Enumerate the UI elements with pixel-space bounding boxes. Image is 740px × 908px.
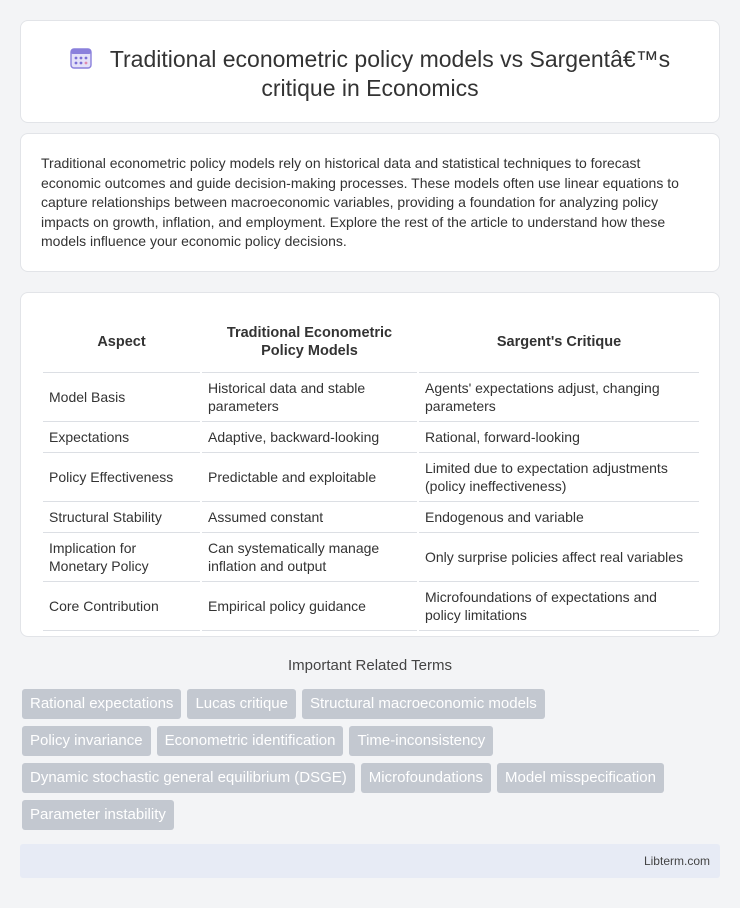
- header-traditional: Traditional Econometric Policy Models: [202, 311, 417, 373]
- table-row: [43, 533, 699, 582]
- related-terms-list: [22, 689, 722, 837]
- intro-card: [20, 133, 720, 272]
- table-cell: Limited due to expectation adjustments (policy ineffectiveness): [419, 453, 699, 502]
- table-cell: Model Basis: [43, 373, 200, 422]
- table-cell: Empirical policy guidance: [202, 582, 417, 631]
- term-row: [22, 800, 722, 830]
- table-cell: Structural Stability: [43, 502, 200, 533]
- table-cell: Expectations: [43, 422, 200, 453]
- term-tag[interactable]: Time-inconsistency: [349, 726, 493, 756]
- page-title: [21, 45, 719, 103]
- table-cell: Agents' expectations adjust, changing parameters: [419, 373, 699, 422]
- term-row: [22, 689, 722, 719]
- footer-site-link[interactable]: Libterm.com: [643, 854, 710, 868]
- term-tag[interactable]: Lucas critique: [187, 689, 296, 719]
- term-tag[interactable]: Dynamic stochastic general equilibrium (DSGE): [22, 763, 355, 793]
- comparison-table-card: [20, 292, 720, 637]
- table-cell: Adaptive, backward-looking: [202, 422, 417, 453]
- term-tag[interactable]: Model misspecification: [497, 763, 664, 793]
- table-cell: Policy Effectiveness: [43, 453, 200, 502]
- table-cell: Only surprise policies affect real variables: [419, 533, 699, 582]
- term-tag[interactable]: Econometric identification: [157, 726, 344, 756]
- term-tag[interactable]: Structural macroeconomic models: [302, 689, 545, 719]
- table-cell: Microfoundations of expectations and policy limitations: [419, 582, 699, 631]
- header-card: [20, 20, 720, 123]
- table-cell: Historical data and stable parameters: [202, 373, 417, 422]
- table-row: [43, 422, 699, 453]
- page-title-line1: Traditional econometric policy models vs Sargentâ€™s: [109, 46, 671, 72]
- term-tag[interactable]: Parameter instability: [22, 800, 174, 830]
- table-cell: Rational, forward-looking: [419, 422, 699, 453]
- page-title-line2: critique in Economics: [261, 75, 479, 101]
- intro-paragraph: Traditional econometric policy models rely on historical data and statistical techniques to forecast economic outcomes and guide decision-making processes. These models often use linear equations to capture relationships between macroeconomic variables, providing a foundation for analyzing policy impacts on growth, inflation, and employment. Explore the rest of the article to understand how these models influence your economic policy decisions.: [41, 155, 679, 249]
- calendar-grid-icon: [70, 47, 92, 69]
- term-tag[interactable]: Policy invariance: [22, 726, 151, 756]
- footer: [20, 844, 720, 878]
- table-row: [43, 373, 699, 422]
- table-header-row: [43, 311, 699, 373]
- comparison-table: [41, 311, 701, 631]
- term-tag[interactable]: Microfoundations: [361, 763, 491, 793]
- table-row: [43, 453, 699, 502]
- title-block: [21, 45, 719, 103]
- table-cell: Core Contribution: [43, 582, 200, 631]
- table-row: [43, 502, 699, 533]
- table-cell: Implication for Monetary Policy: [43, 533, 200, 582]
- term-row: [22, 763, 722, 793]
- table-cell: Endogenous and variable: [419, 502, 699, 533]
- table-cell: Can systematically manage inflation and output: [202, 533, 417, 582]
- term-row: [22, 726, 722, 756]
- table-cell: Assumed constant: [202, 502, 417, 533]
- related-terms-title: Important Related Terms: [288, 657, 452, 674]
- header-aspect: Aspect: [43, 311, 200, 373]
- header-sargent: Sargent's Critique: [419, 311, 699, 373]
- table-row: [43, 582, 699, 631]
- term-tag[interactable]: Rational expectations: [22, 689, 181, 719]
- table-cell: Predictable and exploitable: [202, 453, 417, 502]
